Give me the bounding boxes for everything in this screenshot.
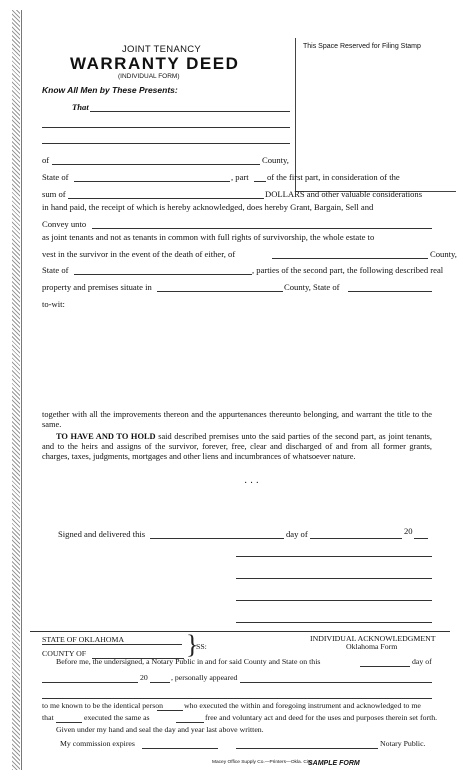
signed-delivered-text: Signed and delivered this (58, 529, 146, 539)
ack-county-of: COUNTY OF (42, 649, 87, 658)
ack-year-label: 20 (140, 673, 148, 682)
filing-stamp-box (295, 38, 456, 192)
signed-day-field[interactable] (150, 538, 284, 539)
person-field[interactable] (157, 710, 183, 711)
day-of-label: day of (286, 529, 308, 539)
given-text: Given under my hand and seal the day and year last above written. (56, 725, 264, 734)
sum-field[interactable] (68, 198, 264, 199)
page-title: WARRANTY DEED (70, 54, 240, 73)
decorative-dots: · · · (244, 478, 259, 489)
form-line1: JOINT TENANCY (122, 44, 202, 55)
signed-year-field[interactable] (414, 538, 428, 539)
county-label: County, (262, 155, 289, 165)
improvements-paragraph: together with all the improvements thereon and the appurtenances thereunto belonging, and warrant the title to the same. (42, 410, 432, 429)
commission-field[interactable] (142, 748, 218, 749)
ack-year-field[interactable] (150, 682, 170, 683)
ack-state-underline (42, 644, 182, 645)
stamp-box-label: This Space Reserved for Filing Stamp (303, 43, 421, 50)
ack-title: INDIVIDUAL ACKNOWLEDGMENT (310, 634, 436, 643)
known-text: to me known to be the identical person (42, 701, 164, 710)
dollars-text: DOLLARS and other valuable considerations (265, 189, 423, 199)
state-field[interactable] (74, 181, 230, 182)
year-label: 20 (404, 526, 413, 536)
before-me-text: Before me, the undersigned, a Notary Public in and for said County and State on this (56, 657, 321, 666)
brace-icon: } (186, 630, 199, 659)
in-hand-paid-text: in hand paid, the receipt of which is hereby acknowledged, does hereby Grant, Bargain, Sell and (42, 202, 374, 212)
signed-month-field[interactable] (310, 538, 402, 539)
know-all-men: Know All Men by These Presents: (42, 85, 178, 95)
grantee-field[interactable] (92, 228, 432, 229)
ack-ss: SS: (196, 642, 207, 651)
appeared-name-field[interactable] (240, 682, 432, 683)
personally-appeared-text: , personally appeared (171, 673, 238, 682)
printer-credit: Macey Office Supply Co.—Printers—Okla. City (212, 760, 312, 765)
notary-signature-field[interactable] (236, 748, 378, 749)
appeared-name-line2[interactable] (42, 698, 432, 699)
notary-public-label: Notary Public. (380, 739, 426, 748)
who-executed-text: who executed the within and foregoing instrument and acknowledged to me (184, 701, 421, 710)
signature-line-1[interactable] (236, 556, 432, 557)
state-of2-label: State of (42, 265, 69, 275)
grantor-name-line2[interactable] (42, 127, 290, 128)
state-of-label: State of (42, 172, 69, 182)
vest-text: vest in the survivor in the event of the death of either, of (42, 249, 236, 259)
form-subtitle: (INDIVIDUAL FORM) (118, 73, 180, 80)
to-have-heading: TO HAVE AND TO HOLD (56, 432, 156, 441)
commission-text: My commission expires (60, 739, 135, 748)
ack-day-of-label: day of (412, 657, 432, 666)
that-label: That (72, 102, 89, 112)
property-county-field[interactable] (157, 291, 283, 292)
signature-line-4[interactable] (236, 622, 432, 623)
joint-tenants-text: as joint tenants and not as tenants in common with full rights of survivorship, the whole estate to (42, 232, 375, 242)
county2-label: County, (430, 249, 457, 259)
state2-field[interactable] (74, 274, 252, 275)
signature-line-2[interactable] (236, 578, 432, 579)
county-state-text: County, State of (284, 282, 340, 292)
executed-same-text: executed the same as (84, 713, 150, 722)
sum-of-label: sum of (42, 189, 66, 199)
property-text: property and premises situate in (42, 282, 152, 292)
part-label: , part (231, 172, 249, 182)
parties-second-text: , parties of the second part, the following described real (252, 265, 444, 275)
of-label: of (42, 155, 50, 165)
signature-line-3[interactable] (236, 600, 432, 601)
ack-state: STATE OF OKLAHOMA (42, 635, 125, 644)
grantor-name-line3[interactable] (42, 143, 290, 144)
decorative-left-border (12, 10, 20, 770)
to-have-text: said described premises unto the said parties of the second part, as joint tenants, and to the heirs and assigns of the survivor, forever, free, clear and discharged of and from all former grants, charges, taxes, judgments, mortgages and other liens and incumbrances of whatsoever nature. (42, 432, 432, 461)
ack-month-field[interactable] (42, 682, 138, 683)
sample-form-label: SAMPLE FORM (308, 760, 360, 767)
convey-unto-label: Convey unto (42, 219, 87, 229)
to-have-paragraph (42, 432, 432, 462)
executed-as-field[interactable] (176, 722, 204, 723)
of-field[interactable] (52, 164, 260, 165)
free-voluntary-text: free and voluntary act and deed for the uses and purposes therein set forth. (205, 713, 438, 722)
to-wit-label: to-wit: (42, 299, 65, 309)
grantor-name-field[interactable] (90, 111, 290, 112)
vest-field[interactable] (272, 258, 428, 259)
ack-form: Oklahoma Form (346, 642, 398, 651)
property-state-field[interactable] (348, 291, 432, 292)
acknowledgment-divider (30, 631, 450, 632)
that-label-ack: that (42, 713, 54, 722)
ack-day-field[interactable] (360, 666, 410, 667)
part-field[interactable] (254, 181, 266, 182)
that-field[interactable] (56, 722, 82, 723)
consideration-text: of the first part, in consideration of the (267, 172, 400, 182)
